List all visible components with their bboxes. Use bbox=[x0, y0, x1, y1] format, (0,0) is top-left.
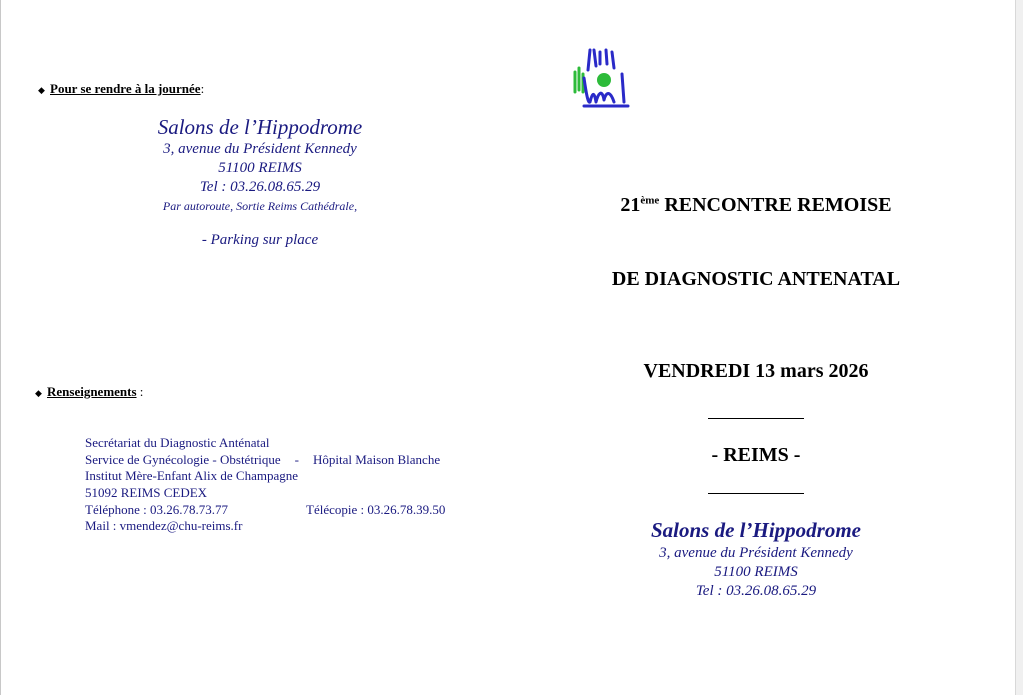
directions-heading-row bbox=[38, 81, 204, 97]
edition-number: 21 bbox=[620, 194, 641, 216]
info-colon: : bbox=[139, 384, 144, 399]
cathedral-logo-icon bbox=[570, 44, 634, 110]
info-service-row bbox=[85, 451, 440, 468]
info-postal: 51092 REIMS CEDEX bbox=[85, 485, 208, 500]
info-heading: Renseignements bbox=[47, 384, 137, 399]
highway-directions: Par autoroute, Sortie Reims Cathédrale, bbox=[162, 199, 358, 213]
info-service: Service de Gynécologie - Obstétrique bbox=[85, 452, 281, 467]
info-hospital: Hôpital Maison Blanche bbox=[313, 452, 441, 467]
divider-line-bottom bbox=[708, 493, 804, 494]
directions-heading: Pour se rendre à la journée bbox=[50, 81, 201, 96]
info-mail: Mail : vmendez@chu-reims.fr bbox=[85, 518, 243, 533]
info-heading-row bbox=[35, 384, 143, 400]
diamond-bullet-icon: ◆ bbox=[38, 85, 45, 95]
left-venue-city: 51100 REIMS bbox=[218, 160, 302, 176]
page-edge-left bbox=[0, 0, 1, 695]
event-title-line1 bbox=[556, 194, 956, 217]
left-venue-name: Salons de l’Hippodrome bbox=[157, 115, 363, 139]
right-venue-address: 3, avenue du Président Kennedy bbox=[659, 545, 853, 561]
vertical-scrollbar[interactable] bbox=[1015, 0, 1023, 695]
info-fax: Télécopie : 03.26.78.39.50 bbox=[306, 502, 446, 517]
left-venue-tel: Tel : 03.26.08.65.29 bbox=[199, 179, 321, 195]
event-date: VENDREDI 13 mars 2026 bbox=[643, 360, 869, 382]
right-venue-city: 51100 REIMS bbox=[714, 564, 798, 580]
diamond-bullet-icon: ◆ bbox=[35, 388, 42, 398]
event-city: - REIMS - bbox=[711, 444, 801, 466]
info-secretariat: Secrétariat du Diagnostic Anténatal bbox=[85, 435, 270, 450]
right-venue-tel: Tel : 03.26.08.65.29 bbox=[695, 583, 817, 599]
info-institute: Institut Mère-Enfant Alix de Champagne bbox=[85, 468, 299, 483]
title-text-1: RENCONTRE REMOISE bbox=[664, 194, 892, 216]
info-separator: - bbox=[294, 452, 299, 467]
divider-line-top bbox=[708, 418, 804, 419]
right-venue-name: Salons de l’Hippodrome bbox=[650, 518, 861, 542]
event-title-line2: DE DIAGNOSTIC ANTENATAL bbox=[611, 268, 901, 290]
info-phone: Téléphone : 03.26.78.73.77 bbox=[85, 502, 228, 517]
directions-colon: : bbox=[200, 81, 205, 96]
parking-note: - Parking sur place bbox=[201, 232, 319, 248]
left-venue-address: 3, avenue du Président Kennedy bbox=[163, 141, 357, 157]
edition-suffix: ème bbox=[640, 194, 660, 207]
